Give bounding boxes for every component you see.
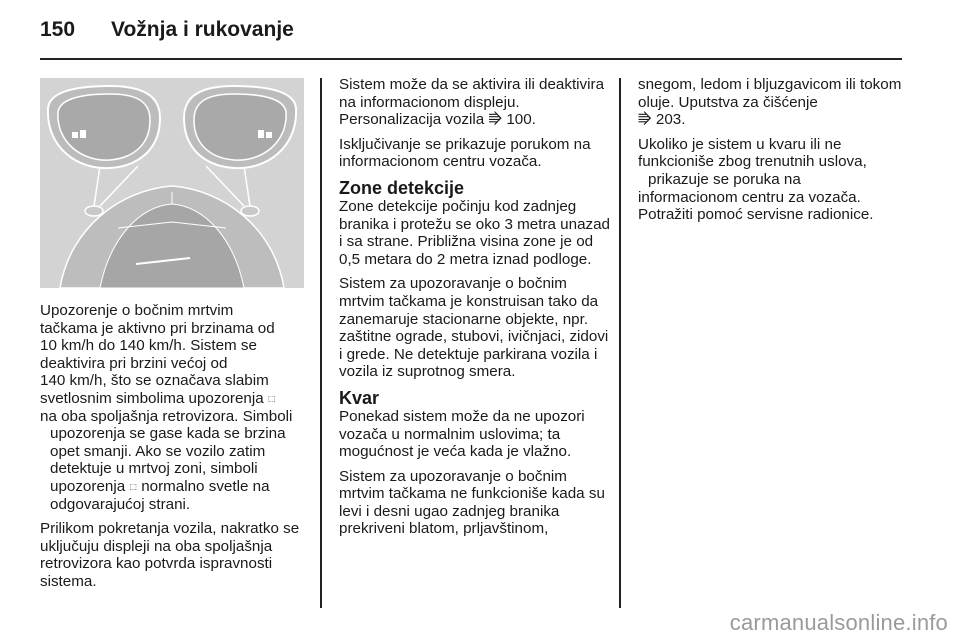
blind-spot-warning-icon: ⬚ (267, 393, 276, 403)
heading-detection-zones: Zone detekcije (339, 177, 465, 198)
paragraph-startup-check: Prilikom pokretanja vozila, nakratko se uključuju displeji na oba spoljašnja retrovizora kao potvrda ispravnosti sistema. (40, 520, 300, 590)
column-2 (339, 76, 611, 545)
column-1 (40, 302, 312, 598)
paragraph-speed-range: Upozorenje o bočnim mrtvim tačkama je aktivno pri brzinama od 10 km/h do 140 km/h. Sistem se deaktivira pri brzini većoj od 140 km/h, što se označava slabim svetlosnim simbolima upozorenja ⬚ na oba spoljašnja retrovizora. Simboli upozorenja se gase kada se brzina opet smanji. Ako se vozilo zatim detektuje u mrtvoj zoni, simboli upozorenja ⬚ normalno svetle na odgovarajućoj strani. (40, 302, 293, 513)
reference-arrow-icon: ⭆ (638, 111, 652, 129)
header-rule (40, 58, 902, 60)
mirror-illustration (40, 78, 304, 288)
paragraph-stationary-objects: Sistem za upozoravanje o bočnim mrtvim tačkama je konstruisan tako da zanemaruje stacionarne objekte, npr. zaštitne ograde, stubovi, ivičnjaci, zidovi i grede. Ne detektuje parkirana vozila i vozila iz suprotnog smera. (339, 275, 609, 381)
page-number: 150 (40, 18, 76, 41)
paragraph-system-fault: Ukoliko je sistem u kvaru ili ne funkcioniše zbog trenutnih uslova, prikazuje se poruka na informacionom centru za vozača. Potražiti pomoć servisne radionice. (638, 135, 874, 224)
watermark: carmanualsonline.info (729, 610, 948, 635)
column-divider-right (619, 78, 621, 608)
paragraph-activation: Sistem može da se aktivira ili deaktivira na informacionom displeju. Personalizacija vozila ⭆ 100. (339, 76, 605, 129)
column-3 (638, 76, 902, 231)
paragraph-weather: snegom, ledom i bljuzgavicom ili tokom oluje. Uputstva za čišćenje ⭆ 203. (638, 76, 902, 129)
column-divider-left (320, 78, 322, 608)
blind-spot-warning-icon: ⬚ (129, 481, 137, 491)
chapter-title: Vožnja i rukovanje (111, 18, 294, 41)
paragraph-zone-size: Zone detekcije počinju kod zadnjeg branika i protežu se oko 3 metra unazad i sa strane. Približna visina zone je od 0,5 metara do 2 metra iznad podloge. (339, 197, 611, 268)
paragraph-covered-bumper: Sistem za upozoravanje o bočnim mrtvim tačkama ne funkcioniše kada su levi i desni ugao zadnjeg branika prekriveni blatom, prljavštinom, (339, 467, 605, 538)
paragraph-deactivation-message: Isključivanje se prikazuje porukom na informacionom centru vozača. (339, 135, 591, 171)
reference-arrow-icon: ⭆ (488, 111, 503, 129)
heading-fault: Kvar (339, 387, 380, 408)
paragraph-missed-warning: Ponekad sistem može da ne upozori vozača u normalnim uslovima; ta mogućnost je veća kada je vlažno. (339, 407, 585, 461)
